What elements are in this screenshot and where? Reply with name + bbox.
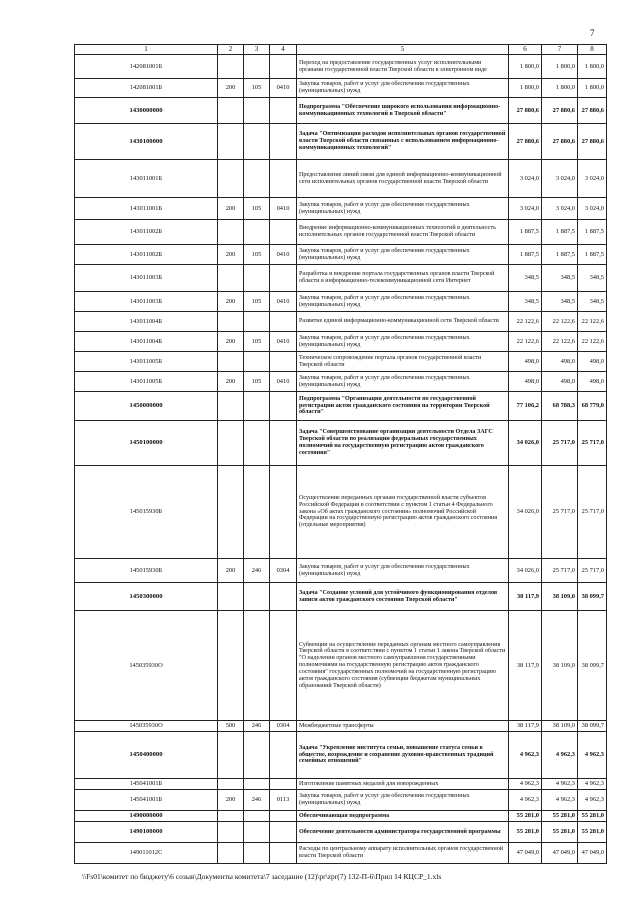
- amount-cell: 27 880,6: [542, 124, 578, 160]
- amount-cell: 34 026,0: [509, 421, 542, 466]
- table-row: [75, 245, 607, 265]
- ministry-code-cell: [244, 265, 270, 292]
- description-cell: Предоставление линий связи для единой информационно-коммуникационной сети исполнительных органов государственной власти Тверской области: [297, 160, 509, 198]
- amount-cell: 348,5: [542, 265, 578, 292]
- ministry-code-cell: [244, 98, 270, 124]
- amount-cell: 77 106,2: [509, 392, 542, 421]
- expense-type-cell: 200: [218, 245, 244, 265]
- amount-cell: 3 024,0: [542, 198, 578, 220]
- expense-type-cell: 200: [218, 372, 244, 392]
- amount-cell: 25 717,0: [542, 421, 578, 466]
- amount-cell: 1 800,0: [509, 55, 542, 79]
- table-row: [75, 265, 607, 292]
- header-cell: 1: [75, 45, 218, 55]
- expense-type-cell: 200: [218, 292, 244, 312]
- budget-code-cell: 143011004Б: [75, 312, 218, 332]
- amount-cell: 1 887,5: [578, 220, 607, 245]
- amount-cell: 348,5: [542, 292, 578, 312]
- description-cell: Закупка товаров, работ и услуг для обеспечения государственных (муниципальных) нужд: [297, 372, 509, 392]
- amount-cell: 38 109,0: [542, 611, 578, 721]
- budget-code-cell: 143011005Б: [75, 372, 218, 392]
- table-row: [75, 811, 607, 822]
- table-row: [75, 392, 607, 421]
- table-header-row: [75, 45, 607, 55]
- page-number: 7: [590, 28, 595, 38]
- table-row: [75, 79, 607, 98]
- budget-code-cell: 1450000000: [75, 392, 218, 421]
- amount-cell: 68 788,3: [542, 392, 578, 421]
- expense-type-cell: [218, 55, 244, 79]
- table-row: [75, 160, 607, 198]
- description-cell: Задача "Оптимизация расходов исполнительных органов государственной власти Тверской области связанных с использованием информационно-коммуникационных технологий": [297, 124, 509, 160]
- budget-code-cell: 142081001Б: [75, 55, 218, 79]
- description-cell: Закупка товаров, работ и услуг для обеспечения государственных (муниципальных) нужд: [297, 332, 509, 352]
- expense-type-cell: 500: [218, 721, 244, 732]
- amount-cell: 25 717,0: [542, 559, 578, 583]
- budget-code-cell: 1450300000: [75, 583, 218, 611]
- expense-type-cell: [218, 160, 244, 198]
- section-code-cell: [270, 55, 297, 79]
- expense-type-cell: [218, 466, 244, 559]
- amount-cell: 4 962,3: [509, 779, 542, 790]
- amount-cell: 498,0: [509, 352, 542, 372]
- amount-cell: 55 281,0: [578, 822, 607, 843]
- expense-type-cell: [218, 732, 244, 779]
- table-row: [75, 220, 607, 245]
- amount-cell: 348,5: [509, 292, 542, 312]
- amount-cell: 38 099,7: [578, 583, 607, 611]
- table-row: [75, 779, 607, 790]
- description-cell: Обеспечивающая подпрограмма: [297, 811, 509, 822]
- section-code-cell: [270, 312, 297, 332]
- table-row: [75, 352, 607, 372]
- expense-type-cell: [218, 822, 244, 843]
- expense-type-cell: 200: [218, 79, 244, 98]
- expense-type-cell: [218, 611, 244, 721]
- amount-cell: 38 117,9: [509, 721, 542, 732]
- amount-cell: 498,0: [542, 372, 578, 392]
- description-cell: Задача "Укрепление института семьи, повышение статуса семьи в обществе, возрождение и сохранение духовно-нравственных традиций семейных отношений": [297, 732, 509, 779]
- budget-table: [74, 44, 607, 864]
- section-code-cell: [270, 822, 297, 843]
- description-cell: Закупка товаров, работ и услуг для обеспечения государственных (муниципальных) нужд: [297, 790, 509, 811]
- amount-cell: 55 281,0: [578, 811, 607, 822]
- table-row: [75, 843, 607, 864]
- amount-cell: 34 026,0: [509, 466, 542, 559]
- section-code-cell: [270, 392, 297, 421]
- budget-code-cell: 145035930О: [75, 721, 218, 732]
- budget-code-cell: 1450100000: [75, 421, 218, 466]
- budget-code-cell: 1450400000: [75, 732, 218, 779]
- amount-cell: 47 049,0: [542, 843, 578, 864]
- table-row: [75, 124, 607, 160]
- amount-cell: 1 800,0: [542, 55, 578, 79]
- section-code-cell: 0410: [270, 245, 297, 265]
- expense-type-cell: 200: [218, 198, 244, 220]
- description-cell: Осуществление переданных органам государственной власти субъектов Российской Федерации в соответствии с пунктом 1 статьи 4 Федерального закона «Об актах гражданского состояния» полномочий Российской Федерации на государственную регистрацию актов гражданского состояния (отдельные мероприятия): [297, 466, 509, 559]
- description-cell: Развитие единой информационно-коммуникационной сети Тверской области: [297, 312, 509, 332]
- budget-code-cell: 1430000000: [75, 98, 218, 124]
- expense-type-cell: [218, 265, 244, 292]
- table-row: [75, 332, 607, 352]
- amount-cell: 498,0: [542, 352, 578, 372]
- description-cell: Закупка товаров, работ и услуг для обеспечения государственных (муниципальных) нужд: [297, 198, 509, 220]
- budget-code-cell: 143011002Б: [75, 220, 218, 245]
- ministry-code-cell: 105: [244, 79, 270, 98]
- header-cell: 5: [297, 45, 509, 55]
- table-row: [75, 732, 607, 779]
- header-cell: 6: [509, 45, 542, 55]
- expense-type-cell: 200: [218, 559, 244, 583]
- description-cell: Изготовление памятных медалей для новорожденных: [297, 779, 509, 790]
- amount-cell: 3 024,0: [578, 198, 607, 220]
- amount-cell: 22 122,6: [578, 332, 607, 352]
- table-row: [75, 822, 607, 843]
- amount-cell: 1 887,5: [542, 245, 578, 265]
- amount-cell: 348,5: [578, 292, 607, 312]
- description-cell: Задача "Совершенствование организации деятельности Отдела ЗАГС Тверской области по реализации федеральных государственных полномочий на государственную регистрацию актов гражданского состояния": [297, 421, 509, 466]
- ministry-code-cell: [244, 160, 270, 198]
- amount-cell: 4 962,3: [542, 779, 578, 790]
- amount-cell: 1 800,0: [542, 79, 578, 98]
- expense-type-cell: [218, 583, 244, 611]
- amount-cell: 47 049,0: [509, 843, 542, 864]
- ministry-code-cell: 246: [244, 721, 270, 732]
- ministry-code-cell: 105: [244, 292, 270, 312]
- ministry-code-cell: [244, 583, 270, 611]
- table-row: [75, 421, 607, 466]
- section-code-cell: [270, 583, 297, 611]
- amount-cell: 55 281,0: [509, 811, 542, 822]
- amount-cell: 4 962,3: [578, 732, 607, 779]
- budget-code-cell: 145015930Б: [75, 466, 218, 559]
- amount-cell: 4 962,3: [542, 790, 578, 811]
- description-cell: Разработка и внедрение портала государственных органов власти Тверской области в информационно-телекоммуникационной сети Интернет: [297, 265, 509, 292]
- section-code-cell: [270, 732, 297, 779]
- description-cell: Закупка товаров, работ и услуг для обеспечения государственных (муниципальных) нужд: [297, 245, 509, 265]
- amount-cell: 55 281,0: [542, 811, 578, 822]
- amount-cell: 27 880,6: [509, 98, 542, 124]
- amount-cell: 1 887,5: [542, 220, 578, 245]
- table-row: [75, 721, 607, 732]
- amount-cell: 3 024,0: [509, 198, 542, 220]
- amount-cell: 1 887,5: [509, 245, 542, 265]
- table-row: [75, 559, 607, 583]
- ministry-code-cell: [244, 124, 270, 160]
- amount-cell: 25 717,0: [578, 466, 607, 559]
- amount-cell: 55 281,0: [509, 822, 542, 843]
- amount-cell: 348,5: [578, 265, 607, 292]
- amount-cell: 22 122,6: [542, 312, 578, 332]
- section-code-cell: [270, 779, 297, 790]
- amount-cell: 22 122,6: [542, 332, 578, 352]
- ministry-code-cell: [244, 220, 270, 245]
- table-row: [75, 466, 607, 559]
- amount-cell: 1 800,0: [578, 55, 607, 79]
- amount-cell: 22 122,6: [578, 312, 607, 332]
- section-code-cell: [270, 160, 297, 198]
- table-row: [75, 98, 607, 124]
- budget-code-cell: 143011002Б: [75, 245, 218, 265]
- budget-code-cell: 145041001Б: [75, 779, 218, 790]
- amount-cell: 498,0: [578, 352, 607, 372]
- ministry-code-cell: [244, 811, 270, 822]
- amount-cell: 47 049,0: [578, 843, 607, 864]
- budget-code-cell: 142081001Б: [75, 79, 218, 98]
- section-code-cell: 0410: [270, 332, 297, 352]
- description-cell: Подпрограмма "Обеспечение широкого использования информационно-коммуникационных технологий в Тверской области": [297, 98, 509, 124]
- budget-code-cell: 1490100000: [75, 822, 218, 843]
- ministry-code-cell: [244, 843, 270, 864]
- amount-cell: 1 887,5: [578, 245, 607, 265]
- section-code-cell: [270, 843, 297, 864]
- header-cell: 7: [542, 45, 578, 55]
- amount-cell: 38 109,0: [542, 721, 578, 732]
- budget-code-cell: 145015930Б: [75, 559, 218, 583]
- amount-cell: 27 880,6: [509, 124, 542, 160]
- amount-cell: 38 117,9: [509, 583, 542, 611]
- ministry-code-cell: [244, 466, 270, 559]
- amount-cell: 22 122,6: [509, 332, 542, 352]
- expense-type-cell: [218, 811, 244, 822]
- header-cell: 8: [578, 45, 607, 55]
- amount-cell: 498,0: [509, 372, 542, 392]
- budget-code-cell: 143011001Б: [75, 160, 218, 198]
- amount-cell: 3 024,0: [509, 160, 542, 198]
- amount-cell: 348,5: [509, 265, 542, 292]
- amount-cell: 25 717,0: [578, 421, 607, 466]
- ministry-code-cell: 246: [244, 790, 270, 811]
- table-row: [75, 312, 607, 332]
- table-row: [75, 611, 607, 721]
- description-cell: Подпрограмма "Организация деятельности по государственной регистрации актов гражданского состояния на территории Тверской области": [297, 392, 509, 421]
- header-cell: 2: [218, 45, 244, 55]
- section-code-cell: [270, 421, 297, 466]
- amount-cell: 498,0: [578, 372, 607, 392]
- amount-cell: 25 717,0: [542, 466, 578, 559]
- budget-code-cell: 143011003Б: [75, 265, 218, 292]
- amount-cell: 4 962,3: [509, 790, 542, 811]
- description-cell: Внедрение информационно-коммуникационных технологий в деятельность исполнительных органов государственной власти Тверской области: [297, 220, 509, 245]
- amount-cell: 68 779,0: [578, 392, 607, 421]
- ministry-code-cell: [244, 312, 270, 332]
- amount-cell: 4 962,3: [578, 779, 607, 790]
- amount-cell: 27 880,6: [578, 124, 607, 160]
- description-cell: Техническое сопровождение портала органов государственной власти Тверской области: [297, 352, 509, 372]
- ministry-code-cell: 105: [244, 372, 270, 392]
- section-code-cell: [270, 98, 297, 124]
- budget-code-cell: 1490000000: [75, 811, 218, 822]
- expense-type-cell: [218, 312, 244, 332]
- ministry-code-cell: [244, 421, 270, 466]
- budget-code-cell: 145041001Б: [75, 790, 218, 811]
- expense-type-cell: [218, 421, 244, 466]
- expense-type-cell: [218, 98, 244, 124]
- description-cell: Расходы по центральному аппарату исполнительных органов государственной власти Тверской области: [297, 843, 509, 864]
- section-code-cell: 0304: [270, 559, 297, 583]
- ministry-code-cell: [244, 822, 270, 843]
- ministry-code-cell: [244, 779, 270, 790]
- expense-type-cell: [218, 220, 244, 245]
- expense-type-cell: [218, 392, 244, 421]
- description-cell: Закупка товаров, работ и услуг для обеспечения государственных (муниципальных) нужд: [297, 559, 509, 583]
- description-cell: Закупка товаров, работ и услуг для обеспечения государственных (муниципальных) нужд: [297, 292, 509, 312]
- expense-type-cell: 200: [218, 332, 244, 352]
- amount-cell: 55 281,0: [542, 822, 578, 843]
- ministry-code-cell: [244, 352, 270, 372]
- amount-cell: 4 962,3: [578, 790, 607, 811]
- amount-cell: 4 962,3: [509, 732, 542, 779]
- file-path-footer: \\Fs01\комитет по бюджету\6 созыв\Документы комитета\7 заседание (12)\pr\zpr(7) 132-П-6\Прил 14 КЦСР_1.xls: [82, 872, 442, 881]
- table-row: [75, 372, 607, 392]
- amount-cell: 4 962,3: [542, 732, 578, 779]
- description-cell: Переход на предоставление государственных услуг исполнительными органами государственной власти Тверской области в электронном виде: [297, 55, 509, 79]
- ministry-code-cell: [244, 55, 270, 79]
- description-cell: Субвенции на осуществление переданных органам местного самоуправления Тверской области в соответствии с пунктом 1 статьи 1 закона Тверской области "О наделении органов местного самоуправления государственными полномочиями на государственную регистрацию актов гражданского состояния" государственных полномочий на государственную регистрацию актов гражданского состояния (субвенции бюджетам муниципальных образований Тверской области): [297, 611, 509, 721]
- amount-cell: 1 887,5: [509, 220, 542, 245]
- expense-type-cell: [218, 779, 244, 790]
- section-code-cell: 0410: [270, 292, 297, 312]
- ministry-code-cell: [244, 392, 270, 421]
- section-code-cell: 0410: [270, 198, 297, 220]
- section-code-cell: [270, 124, 297, 160]
- amount-cell: 3 024,0: [542, 160, 578, 198]
- description-cell: Обеспечение деятельности администратора государственной программы: [297, 822, 509, 843]
- section-code-cell: [270, 352, 297, 372]
- budget-code-cell: 143011001Б: [75, 198, 218, 220]
- description-cell: Межбюджетные трансферты: [297, 721, 509, 732]
- expense-type-cell: [218, 124, 244, 160]
- amount-cell: 38 099,7: [578, 611, 607, 721]
- amount-cell: 1 800,0: [578, 79, 607, 98]
- section-code-cell: [270, 220, 297, 245]
- amount-cell: 27 880,6: [542, 98, 578, 124]
- header-cell: 4: [270, 45, 297, 55]
- table-row: [75, 790, 607, 811]
- header-cell: 3: [244, 45, 270, 55]
- budget-code-cell: 149011012С: [75, 843, 218, 864]
- amount-cell: 38 109,0: [542, 583, 578, 611]
- table-row: [75, 292, 607, 312]
- ministry-code-cell: [244, 732, 270, 779]
- description-cell: Задача "Создание условий для устойчивого функционирования отделов записи актов гражданского состояния Тверской области": [297, 583, 509, 611]
- expense-type-cell: 200: [218, 790, 244, 811]
- section-code-cell: [270, 265, 297, 292]
- description-cell: Закупка товаров, работ и услуг для обеспечения государственных (муниципальных) нужд: [297, 79, 509, 98]
- ministry-code-cell: 246: [244, 559, 270, 583]
- budget-code-cell: 143011003Б: [75, 292, 218, 312]
- section-code-cell: [270, 611, 297, 721]
- table-row: [75, 583, 607, 611]
- ministry-code-cell: 105: [244, 332, 270, 352]
- section-code-cell: 0113: [270, 790, 297, 811]
- table-row: [75, 55, 607, 79]
- table-row: [75, 198, 607, 220]
- section-code-cell: [270, 466, 297, 559]
- amount-cell: 38 099,7: [578, 721, 607, 732]
- ministry-code-cell: [244, 611, 270, 721]
- amount-cell: 25 717,0: [578, 559, 607, 583]
- ministry-code-cell: 105: [244, 245, 270, 265]
- expense-type-cell: [218, 352, 244, 372]
- section-code-cell: 0304: [270, 721, 297, 732]
- section-code-cell: 0410: [270, 372, 297, 392]
- section-code-cell: [270, 811, 297, 822]
- expense-type-cell: [218, 843, 244, 864]
- amount-cell: 22 122,6: [509, 312, 542, 332]
- budget-code-cell: 143011004Б: [75, 332, 218, 352]
- amount-cell: 3 024,0: [578, 160, 607, 198]
- amount-cell: 38 117,9: [509, 611, 542, 721]
- amount-cell: 27 880,6: [578, 98, 607, 124]
- budget-code-cell: 145035930О: [75, 611, 218, 721]
- amount-cell: 1 800,0: [509, 79, 542, 98]
- amount-cell: 34 026,0: [509, 559, 542, 583]
- section-code-cell: 0410: [270, 79, 297, 98]
- budget-code-cell: 1430100000: [75, 124, 218, 160]
- table-body: [75, 45, 607, 864]
- ministry-code-cell: 105: [244, 198, 270, 220]
- budget-code-cell: 143011005Б: [75, 352, 218, 372]
